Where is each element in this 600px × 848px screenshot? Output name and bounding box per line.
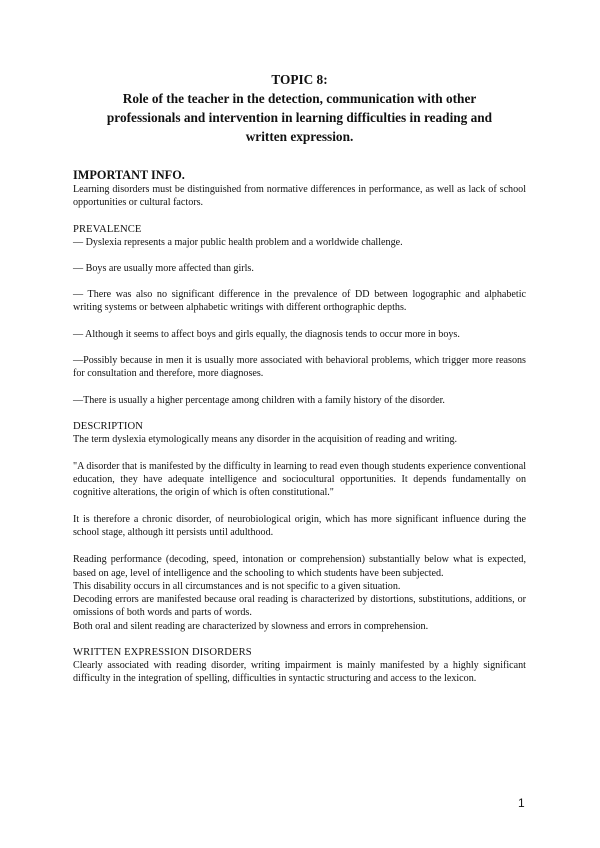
important-info-text: Learning disorders must be distinguished from normative differences in performance, as well as lack of school opportunities or cultural factors. [73, 184, 526, 209]
prevalence-item: — There was also no significant difference in the prevalence of DD between logographic and alphabetic writing systems or between alphabetic writings with different orthographic depths. [73, 289, 526, 314]
description-disability: This disability occurs in all circumstances and is not specific to a given situation. [73, 580, 401, 592]
prevalence-item: —Possibly because in men it is usually more associated with behavioral problems, which trigger more reasons for consultation and therefore, more diagnoses. [73, 355, 526, 380]
description-performance: Reading performance (decoding, speed, intonation or comprehension) substantially below what is expected, based on age, level of intelligence and the schooling to which students have been subjected. [73, 554, 526, 579]
prevalence-item: — Dyslexia represents a major public health problem and a worldwide challenge. [73, 236, 403, 248]
prevalence-item: — Boys are usually more affected than girls. [73, 262, 254, 274]
prevalence-heading: PREVALENCE [73, 223, 142, 235]
page-number: 1 [518, 796, 525, 810]
document-page [73, 70, 526, 686]
description-quote: "A disorder that is manifested by the difficulty in learning to read even though students experience conventional education, they have adequate intelligence and sociocultural opportunities. It depends fundamentally on cognitive alterations, the origin of which is often constitutional." [73, 460, 526, 499]
written-expression-text: Clearly associated with reading disorder, writing impairment is mainly manifested by a highly significant difficulty in the integration of spelling, difficulties in syntactic structuring and access to the lexicon. [73, 660, 526, 685]
title-line-4: written expression. [245, 129, 354, 144]
prevalence-item: — Although it seems to affect boys and girls equally, the diagnosis tends to occur more in boys. [73, 328, 460, 340]
page-title [73, 70, 526, 146]
description-both: Both oral and silent reading are characterized by slowness and errors in comprehension. [73, 620, 429, 632]
title-line-3: professionals and intervention in learning difficulties in reading and [106, 110, 493, 125]
description-heading: DESCRIPTION [73, 420, 143, 432]
written-expression-heading: WRITTEN EXPRESSION DISORDERS [73, 647, 252, 659]
important-info-heading: IMPORTANT INFO. [73, 168, 185, 182]
description-intro: The term dyslexia etymologically means any disorder in the acquisition of reading and writing. [73, 433, 458, 445]
title-line-1: TOPIC 8: [271, 72, 328, 87]
prevalence-item: —There is usually a higher percentage among children with a family history of the disorder. [73, 394, 445, 406]
title-line-2: Role of the teacher in the detection, communication with other [122, 91, 477, 106]
description-chronic: It is therefore a chronic disorder, of neurobiological origin, which has more significant influence during the school stage, although itt persists until adulthood. [73, 514, 526, 539]
description-decoding: Decoding errors are manifested because oral reading is characterized by distortions, substitutions, additions, or omissions of both words and parts of words. [73, 594, 526, 619]
